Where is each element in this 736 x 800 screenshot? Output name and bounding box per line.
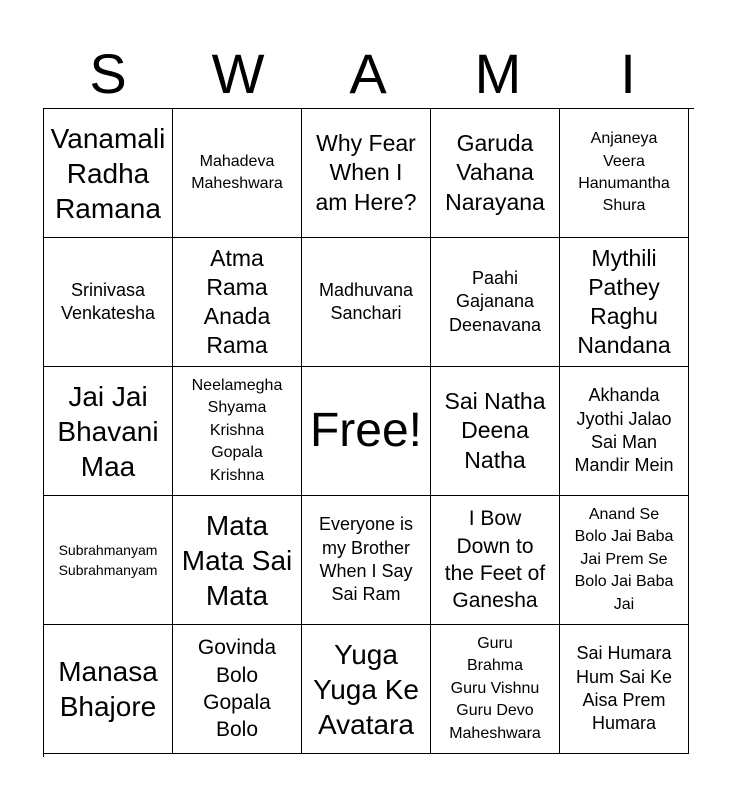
header-letter-m: M [474,42,522,105]
header-letter-a: A [349,42,387,105]
bingo-board [43,108,694,757]
bingo-cell[interactable]: Why Fear When I am Here? [302,109,431,238]
bingo-cell[interactable]: Sai Natha Deena Natha [431,367,560,496]
bingo-cell[interactable]: Anand Se Bolo Jai Baba Jai Prem Se Bolo Jai Baba Jai [560,496,689,625]
bingo-cell[interactable]: Jai Jai Bhavani Maa [44,367,173,496]
bingo-cell[interactable]: Akhanda Jyothi Jalao Sai Man Mandir Mein [560,367,689,496]
bingo-cell[interactable]: Subrahmanyam Subrahmanyam [44,496,173,625]
bingo-cell[interactable]: Madhuvana Sanchari [302,238,431,367]
bingo-cell[interactable]: Atma Rama Anada Rama [173,238,302,367]
bingo-cell[interactable]: Neelamegha Shyama Krishna Gopala Krishna [173,367,302,496]
bingo-cell[interactable]: Manasa Bhajore [44,625,173,754]
bingo-cell[interactable]: Yuga Yuga Ke Avatara [302,625,431,754]
bingo-cell[interactable]: Anjaneya Veera Hanumantha Shura [560,109,689,238]
bingo-cell[interactable]: Guru Brahma Guru Vishnu Guru Devo Maheshwara [431,625,560,754]
header-letter-s: S [89,42,127,105]
bingo-cell[interactable]: Paahi Gajanana Deenavana [431,238,560,367]
bingo-header [43,40,693,108]
bingo-cell[interactable]: Sai Humara Hum Sai Ke Aisa Prem Humara [560,625,689,754]
bingo-cell[interactable]: Vanamali Radha Ramana [44,109,173,238]
bingo-cell[interactable]: Mata Mata Sai Mata [173,496,302,625]
bingo-cell[interactable]: Govinda Bolo Gopala Bolo [173,625,302,754]
header-letter-w: W [211,42,265,105]
bingo-cell[interactable]: Everyone is my Brother When I Say Sai Ram [302,496,431,625]
bingo-cell[interactable]: Garuda Vahana Narayana [431,109,560,238]
header-letter-i: I [620,42,636,105]
free-space[interactable]: Free! [302,367,431,496]
bingo-cell[interactable]: Mahadeva Maheshwara [173,109,302,238]
bingo-cell[interactable]: Mythili Pathey Raghu Nandana [560,238,689,367]
bingo-cell[interactable]: Srinivasa Venkatesha [44,238,173,367]
bingo-cell[interactable]: I Bow Down to the Feet of Ganesha [431,496,560,625]
